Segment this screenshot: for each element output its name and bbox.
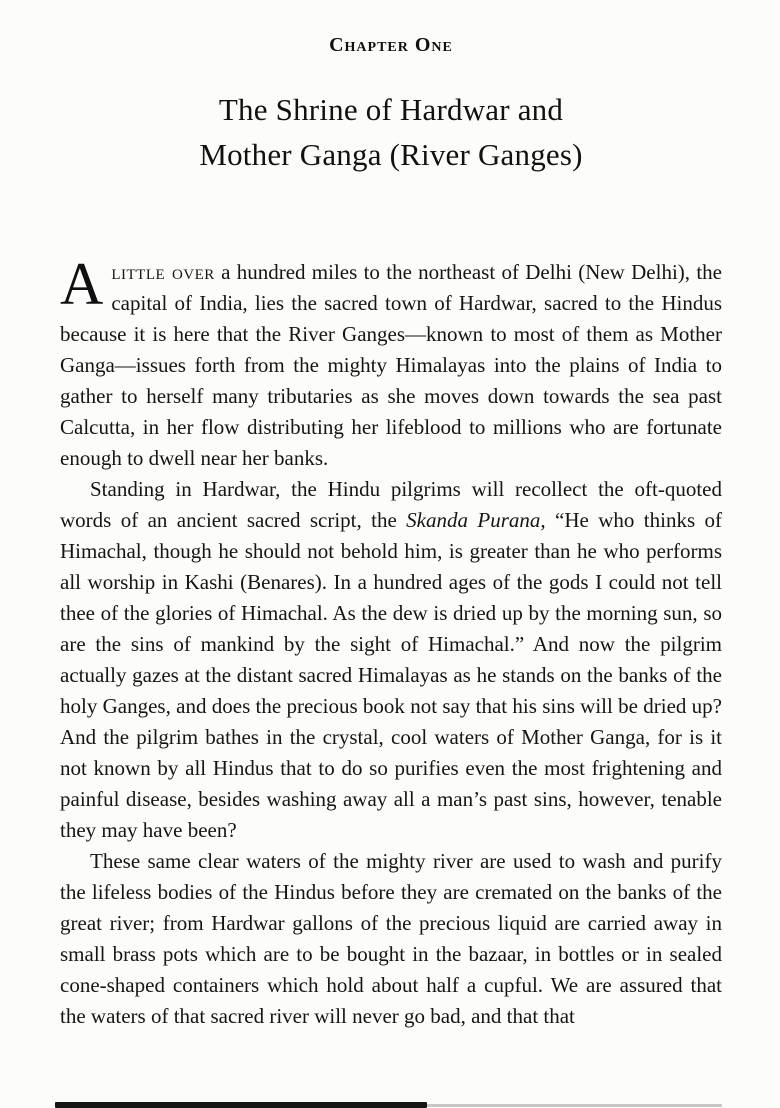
text-segment-italic: Skanda Purana, bbox=[406, 508, 546, 532]
text-segment-normal: a hundred miles to the northeast of Delhi (New Delhi), the capital of India, lies the sacred town of Hardwar, sacred to the Hindus because it is here that the River Ganges—known to most of them as Mother Ganga—issues forth from the mighty Himalayas into the plains of India to gather to herself many tributaries as she moves down towards the sea past Calcutta, in her flow distributing her lifeblood to millions who are fortunate enough to dwell near her banks. bbox=[60, 260, 722, 470]
scan-artifact-line-faint bbox=[427, 1104, 722, 1107]
text-segment-normal: These same clear waters of the mighty river are used to wash and purify the lifeless bodies of the Hindus before they are cremated on the banks of the great river; from Hardwar gallons of the precious liquid are carried away in small brass pots which are to be bought in the bazaar, in bottles or in sealed cone-shaped containers which hold about half a cupful. We are assured that the waters of that sacred river will never go bad, and that that bbox=[60, 849, 722, 1028]
chapter-heading: Chapter One bbox=[329, 34, 453, 56]
text-segment-smallcaps: little over bbox=[111, 260, 215, 284]
text-segment-normal: Standing in Hardwar, the Hindu pilgrims will recollect the oft-quoted words of an ancient sacred script, the bbox=[60, 477, 722, 532]
paragraph bbox=[60, 474, 722, 846]
dropcap: A bbox=[60, 251, 104, 317]
page-title bbox=[60, 87, 722, 177]
title-line-2: Mother Ganga (River Ganges) bbox=[199, 137, 583, 172]
title-line-1: The Shrine of Hardwar and bbox=[218, 92, 564, 127]
page-content bbox=[0, 34, 780, 1032]
paragraph bbox=[60, 251, 722, 474]
body-text bbox=[60, 251, 722, 1032]
paragraph bbox=[60, 846, 722, 1032]
text-segment-normal: “He who thinks of Himachal, though he should not behold him, is greater than he who performs all worship in Kashi (Benares). In a hundred ages of the gods I could not tell thee of the glories of Himachal. As the dew is dried up by the morning sun, so are the sins of mankind by the sight of Himachal.” And now the pilgrim actually gazes at the distant sacred Himalayas as he stands on the banks of the holy Ganges, and does the precious book not say that his sins will be dried up? And the pilgrim bathes in the crystal, cool waters of Mother Ganga, for is it not known by all Hindus that to do so purifies even the most frightening and painful disease, besides washing away all a man’s past sins, however, tenable they may have been? bbox=[60, 508, 722, 842]
scan-artifact-line bbox=[55, 1102, 427, 1108]
